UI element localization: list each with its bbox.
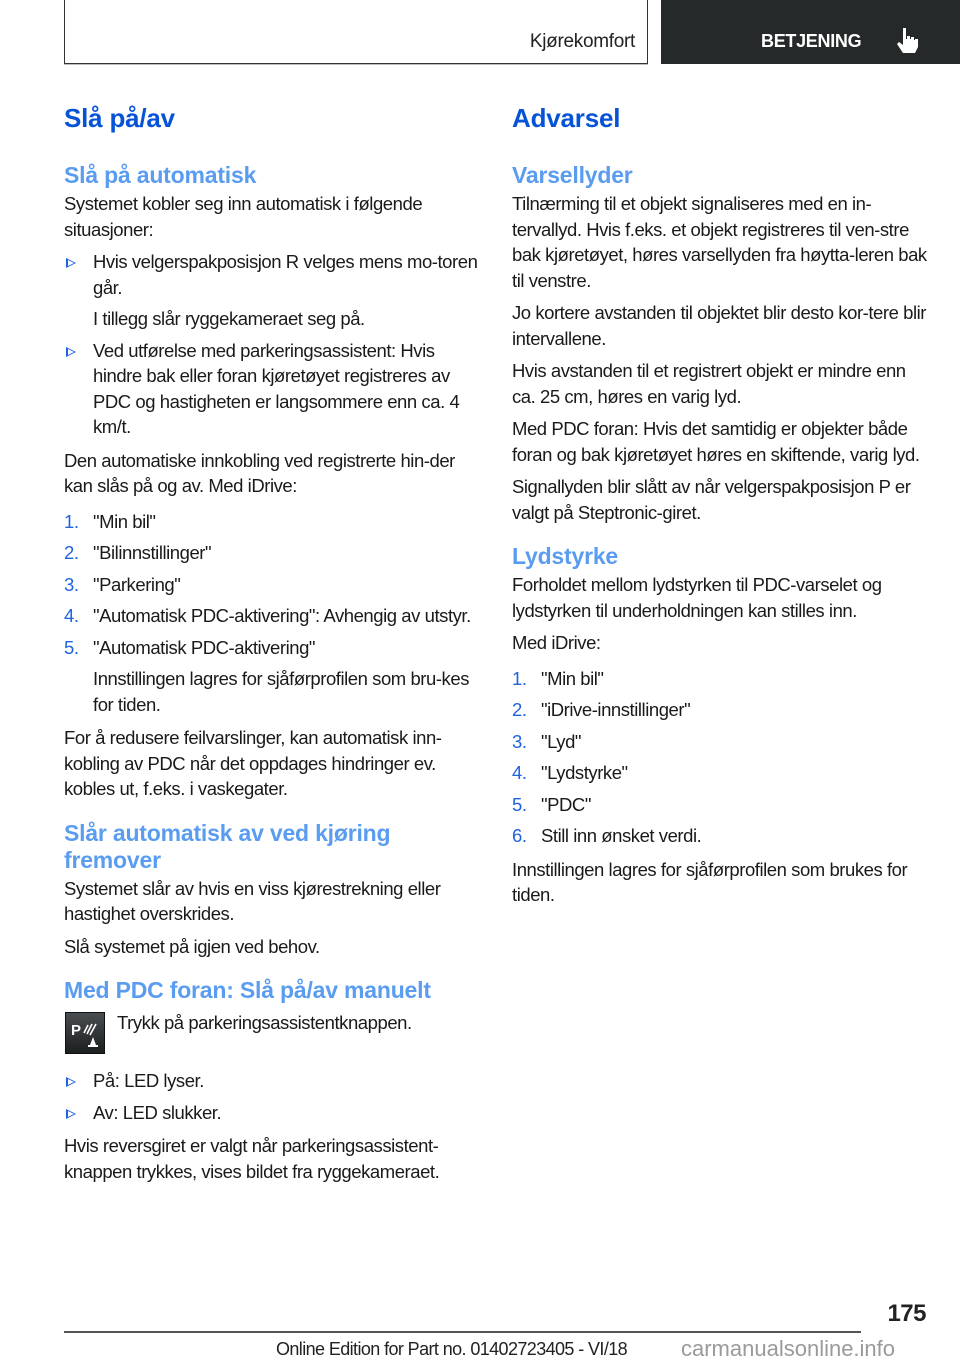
paragraph: Jo kortere avstanden til objektet blir desto kor-tere blir intervallene. xyxy=(512,302,926,349)
page-number: 175 xyxy=(887,1300,926,1327)
paragraph: Med iDrive: xyxy=(512,632,601,653)
right-column xyxy=(512,100,927,915)
list-item: 3. "Lyd" xyxy=(512,730,582,752)
edition-text: Online Edition for Part no. 01402723405 - VI/18 xyxy=(276,1339,628,1359)
paragraph: Den automatiske innkobling ved registrerte hin-der kan slås på og av. Med iDrive: xyxy=(64,449,455,496)
list-item: 6. Still inn ønsket verdi. xyxy=(512,825,702,846)
section-title-on-off: Slå på/av xyxy=(64,103,175,133)
paragraph: Tilnærming til et objekt signaliseres med en in-tervallyd. Hvis f.eks. et objekt registreres til ven-stre bak kjøretøyet, høres varsellyden fra høytta-leren bak til venstre. xyxy=(512,193,927,291)
list-item: På: LED lyser. xyxy=(64,1068,484,1094)
triangle-bullet-icon xyxy=(66,258,76,268)
parking-assistant-icon xyxy=(65,1012,105,1054)
heading-warning-sounds: Varsellyder xyxy=(512,162,633,188)
heading-volume: Lydstyrke xyxy=(512,543,619,569)
list-item: 2. "Bilinnstillinger" xyxy=(64,542,212,563)
paragraph: Innstillingen lagres for sjåførprofilen som brukes for tiden. xyxy=(512,858,908,905)
watermark-link[interactable]: carmanualsonline.info xyxy=(681,1336,896,1361)
list-item: 4. "Lydstyrke" xyxy=(512,762,628,783)
heading-auto-off: Slår automatisk av ved kjøring fremover xyxy=(64,819,391,873)
section-title: Kjørekomfort xyxy=(529,31,635,52)
left-column xyxy=(64,100,484,1191)
list-item: Av: LED slukker. xyxy=(64,1100,484,1126)
idrive-steps xyxy=(512,666,927,849)
section-title-warning: Advarsel xyxy=(512,103,621,133)
list-item: Hvis velgerspakposisjon R velges mens mo-toren går. I tillegg slår ryggekameraet seg på. xyxy=(64,249,484,332)
paragraph: Slå systemet på igjen ved behov. xyxy=(64,935,320,957)
header-chapter-tab xyxy=(661,0,960,64)
button-instruction xyxy=(64,1010,484,1054)
paragraph: For å redusere feilvarslinger, kan automatisk inn-kobling av PDC når det oppdages hindringer ev. kobles ut, f.eks. i vaskegater. xyxy=(64,727,442,799)
paragraph: Forholdet mellom lydstyrken til PDC-varselet og lydstyrken til underholdningen kan stilles inn. xyxy=(512,574,882,621)
svg-text:P: P xyxy=(71,1022,82,1039)
paragraph: Systemet kobler seg inn automatisk i følgende situasjoner: xyxy=(64,193,423,240)
bullet-list xyxy=(64,1068,484,1125)
pointing-hand-icon xyxy=(895,26,919,54)
paragraph: Systemet slår av hvis en viss kjørestrekning eller hastighet overskrides. xyxy=(64,877,441,924)
paragraph: Signallyden blir slått av når velgerspakposisjon P er valgt på Steptronic-giret. xyxy=(512,476,911,523)
triangle-bullet-icon xyxy=(66,1077,76,1087)
bullet-list xyxy=(64,249,484,440)
list-item: 1. "Min bil" xyxy=(64,510,156,532)
paragraph: Med PDC foran: Hvis det samtidig er objekter både foran og bak kjøretøyet høres en skiftende, varig lyd. xyxy=(512,418,920,465)
triangle-bullet-icon xyxy=(66,347,76,357)
triangle-bullet-icon xyxy=(66,1109,76,1119)
heading-manual: Med PDC foran: Slå på/av manuelt xyxy=(64,977,431,1003)
button-instruction-text: Trykk på parkeringsassistentknappen. xyxy=(117,1012,412,1033)
list-item: Ved utførelse med parkeringsassistent: Hvis hindre bak eller foran kjøretøyet registreres av PDC og hastigheten er langsommere enn ca. 4 km/t. xyxy=(64,338,484,440)
list-item: 1. "Min bil" xyxy=(512,667,604,689)
list-item: 5. "Automatisk PDC-aktivering" Innstillingen lagres for sjåførprofilen som bru-kes for tiden. xyxy=(64,636,469,715)
idrive-steps xyxy=(64,509,484,718)
list-item: 5. "PDC" xyxy=(512,793,591,815)
chapter-title: BETJENING xyxy=(761,31,862,51)
paragraph: Hvis reversgiret er valgt når parkeringsassistent-knappen trykkes, vises bildet fra ryggekameraet. xyxy=(64,1135,440,1182)
footer-divider xyxy=(64,1331,861,1333)
list-item: 4. "Automatisk PDC-aktivering": Avhengig av utstyr. xyxy=(64,605,471,626)
list-item: 3. "Parkering" xyxy=(64,573,181,595)
paragraph: Hvis avstanden til et registrert objekt er mindre enn ca. 25 cm, høres en varig lyd. xyxy=(512,360,906,407)
heading-auto-on: Slå på automatisk xyxy=(64,162,257,188)
header-section-tab xyxy=(64,0,648,64)
list-item: 2. "iDrive-innstillinger" xyxy=(512,699,691,720)
